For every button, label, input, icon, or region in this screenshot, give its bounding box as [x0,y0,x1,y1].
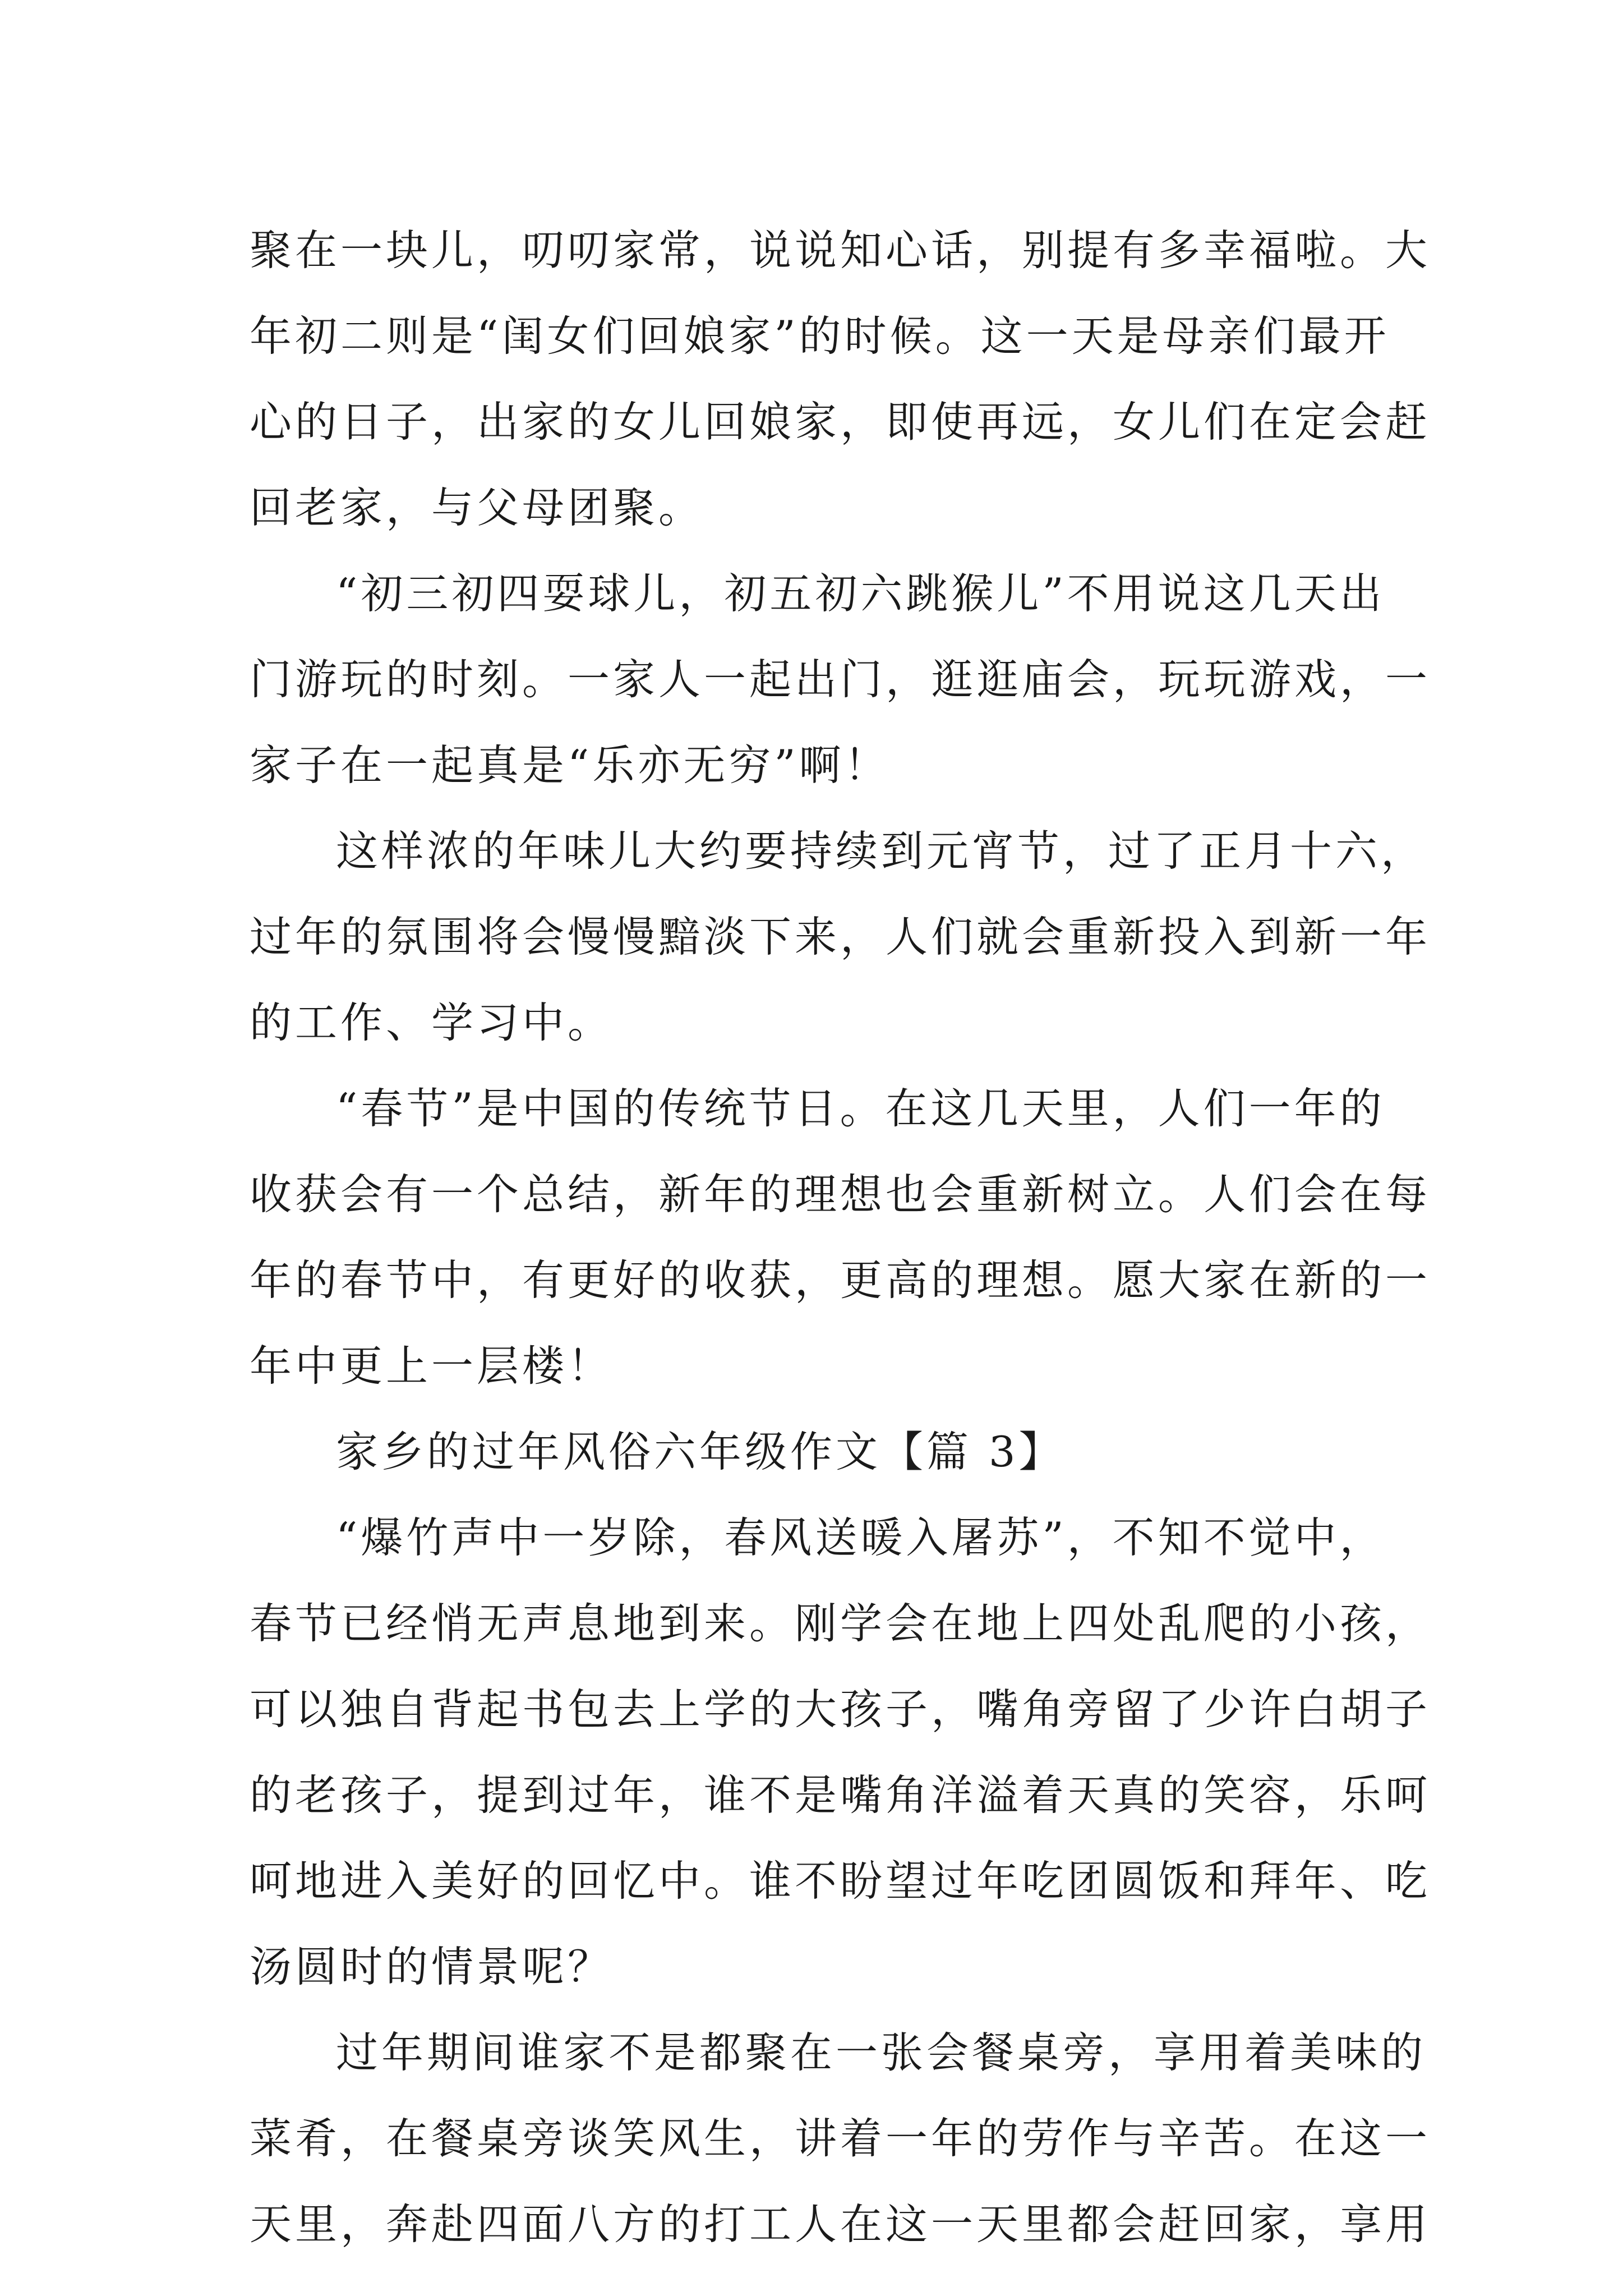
text-line: 过年期间谁家不是都聚在一张会餐桌旁，享用着美味的 [336,2028,1427,2077]
text-line: 过年的氛围将会慢慢黯淡下来，人们就会重新投入到新一年 [250,912,1431,961]
text-line: 门游玩的时刻。一家人一起出门，逛逛庙会，玩玩游戏，一 [250,655,1431,704]
text-line: 的工作、学习中。 [250,998,614,1047]
text-line: 的老孩子，提到过年，谁不是嘴角洋溢着天真的笑容，乐呵 [250,1770,1431,1820]
text-line: 家子在一起真是“乐亦无穷”啊！ [250,740,890,790]
text-line: 年初二则是“闺女们回娘家”的时候。这一天是母亲们最开 [250,311,1390,361]
text-line: 可以独自背起书包去上学的大孩子，嘴角旁留了少许白胡子 [250,1685,1431,1734]
text-line: “爆竹声中一岁除，春风送暖入屠苏”，不知不觉中， [336,1513,1385,1562]
text-line: 呵地进入美好的回忆中。谁不盼望过年吃团圆饭和拜年、吃 [250,1856,1431,1906]
text-line: 天里，奔赴四面八方的打工人在这一天里都会赶回家，享用 [250,2200,1431,2249]
text-line: 心的日子，出家的女儿回娘家，即使再远，女儿们在定会赶 [250,397,1431,447]
text-line: 年中更上一层楼！ [250,1341,614,1391]
section-heading: 家乡的过年风俗六年级作文【篇 3】 [336,1427,1064,1476]
text-line: 汤圆时的情景呢？ [250,1942,614,1991]
text-line: 收获会有一个总结，新年的理想也会重新树立。人们会在每 [250,1170,1431,1219]
text-line: 回老家，与父母团聚。 [250,483,704,532]
text-line: 菜肴，在餐桌旁谈笑风生，讲着一年的劳作与辛苦。在这一 [250,2114,1431,2163]
document-body [250,208,1431,2267]
text-line: “春节”是中国的传统节日。在这几天里，人们一年的 [336,1084,1385,1133]
text-line: 聚在一块儿，叨叨家常，说说知心话，别提有多幸福啦。大 [250,226,1431,275]
text-line: 年的春节中，有更好的收获，更高的理想。愿大家在新的一 [250,1255,1431,1305]
text-line: 春节已经悄无声息地到来。刚学会在地上四处乱爬的小孩， [250,1599,1431,1648]
text-line: “初三初四耍球儿，初五初六跳猴儿”不用说这几天出 [336,569,1385,618]
text-line: 这样浓的年味儿大约要持续到元宵节，过了正月十六， [336,826,1427,876]
